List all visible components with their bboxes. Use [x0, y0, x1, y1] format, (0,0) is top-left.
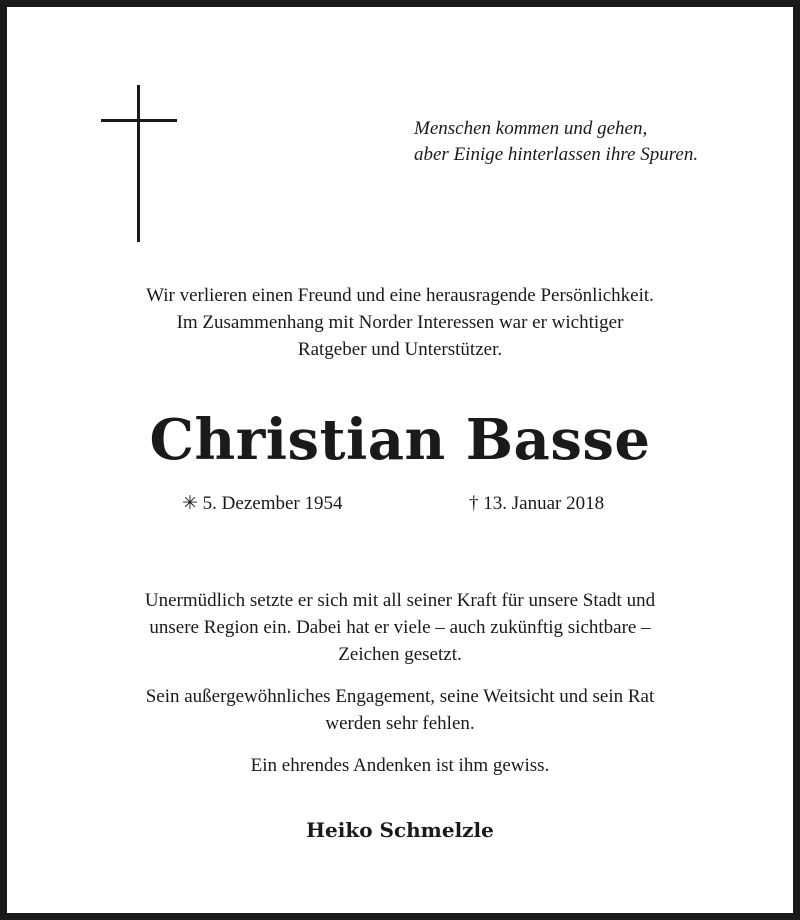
intro-line: Wir verlieren einen Freund und eine herausragende Persönlichkeit. — [146, 285, 654, 306]
tribute-line: Sein außergewöhnliches Engagement, seine Weitsicht und sein Rat — [145, 686, 655, 707]
cross-vertical-bar — [137, 85, 140, 242]
signature: Heiko Schmelzle — [306, 818, 494, 842]
tribute-paragraph-1 — [40, 587, 760, 668]
intro-line: Ratgeber und Unterstützer. — [297, 339, 503, 360]
cross-horizontal-bar — [101, 119, 177, 122]
intro-paragraph — [40, 282, 760, 363]
death-date — [469, 491, 604, 517]
deceased-name: Christian Basse — [149, 407, 651, 473]
tribute-line: Zeichen gesetzt. — [338, 644, 462, 665]
death-date-text: 13. Januar 2018 — [483, 493, 605, 514]
birth-star-icon: ✳ — [182, 493, 198, 514]
tribute-paragraph-2 — [40, 683, 760, 737]
intro-line: Im Zusammenhang mit Norder Interessen war er wichtiger — [176, 312, 624, 333]
cross-icon — [101, 85, 177, 242]
death-cross-icon: † — [469, 493, 479, 514]
birth-date — [182, 491, 342, 517]
tribute-line: Ein ehrendes Andenken ist ihm gewiss. — [250, 755, 550, 776]
motto-line: aber Einige hinterlassen ihre Spuren. — [414, 144, 699, 165]
motto-line: Menschen kommen und gehen, — [414, 118, 648, 139]
tribute-line: Unermüdlich setzte er sich mit all seiner Kraft für unsere Stadt und — [144, 590, 656, 611]
tribute-line: unsere Region ein. Dabei hat er viele – auch zukünftig sichtbare – — [149, 617, 651, 638]
tribute-paragraph-3 — [40, 752, 760, 779]
tribute-line: werden sehr fehlen. — [325, 713, 475, 734]
birth-date-text: 5. Dezember 1954 — [202, 493, 343, 514]
motto-quote — [414, 116, 774, 168]
